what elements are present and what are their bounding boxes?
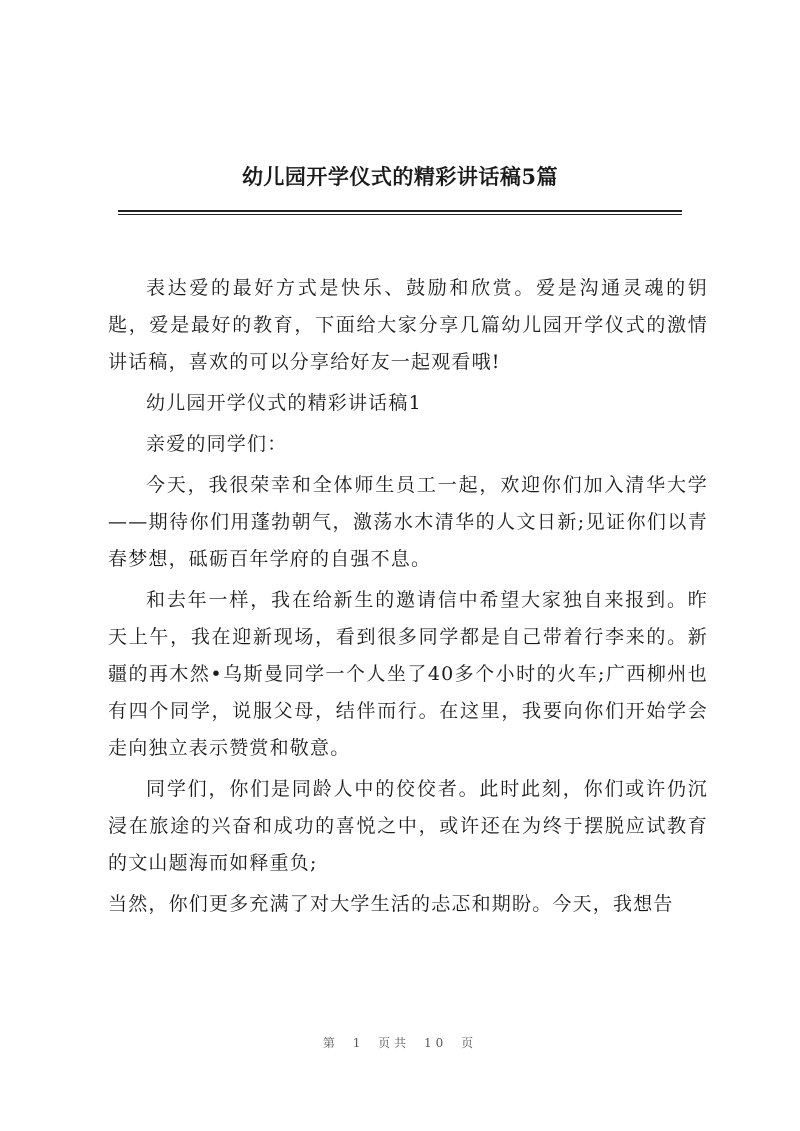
- document-body: [108, 270, 708, 927]
- paragraph: 同学们，你们是同龄人中的佼佼者。此时此刻，你们或许仍沉浸在旅途的兴奋和成功的喜悦之中，或许还在为终于摆脱应试教育的文山题海而如释重负;: [108, 778, 708, 874]
- salutation: 亲爱的同学们：: [146, 433, 288, 455]
- title-divider-thin: [118, 214, 682, 215]
- paragraph: 今天，我很荣幸和全体师生员工一起，欢迎你们加入清华大学——期待你们用蓬勃朝气，激荡水木清华的人文日新;见证你们以青春梦想，砥砺百年学府的自强不息。: [108, 474, 708, 570]
- section-heading: 幼儿园开学仪式的精彩讲话稿1: [146, 392, 422, 414]
- document-title: 幼儿园开学仪式的精彩讲话稿5篇: [241, 164, 559, 189]
- paragraph-intro: 表达爱的最好方式是快乐、鼓励和欣赏。爱是沟通灵魂的钥匙，爱是最好的教育，下面给大家分享几篇幼儿园开学仪式的激情讲话稿，喜欢的可以分享给好友一起观看哦!: [108, 277, 708, 373]
- paragraph: 当然，你们更多充满了对大学生活的忐忑和期盼。今天，我想告: [108, 893, 674, 915]
- title-divider: [118, 210, 682, 212]
- paragraph: 和去年一样，我在给新生的邀请信中希望大家独自来报到。昨天上午，我在迎新现场，看到很多同学都是自己带着行李来的。新疆的再木然•乌斯曼同学一个人坐了40多个小时的火车;广西柳州也有四个同学，说服父母，结伴而行。在这里，我要向你们开始学会走向独立表示赞赏和敬意。: [108, 589, 708, 759]
- page-number-footer: 第 1 页共 10 页: [322, 1036, 478, 1050]
